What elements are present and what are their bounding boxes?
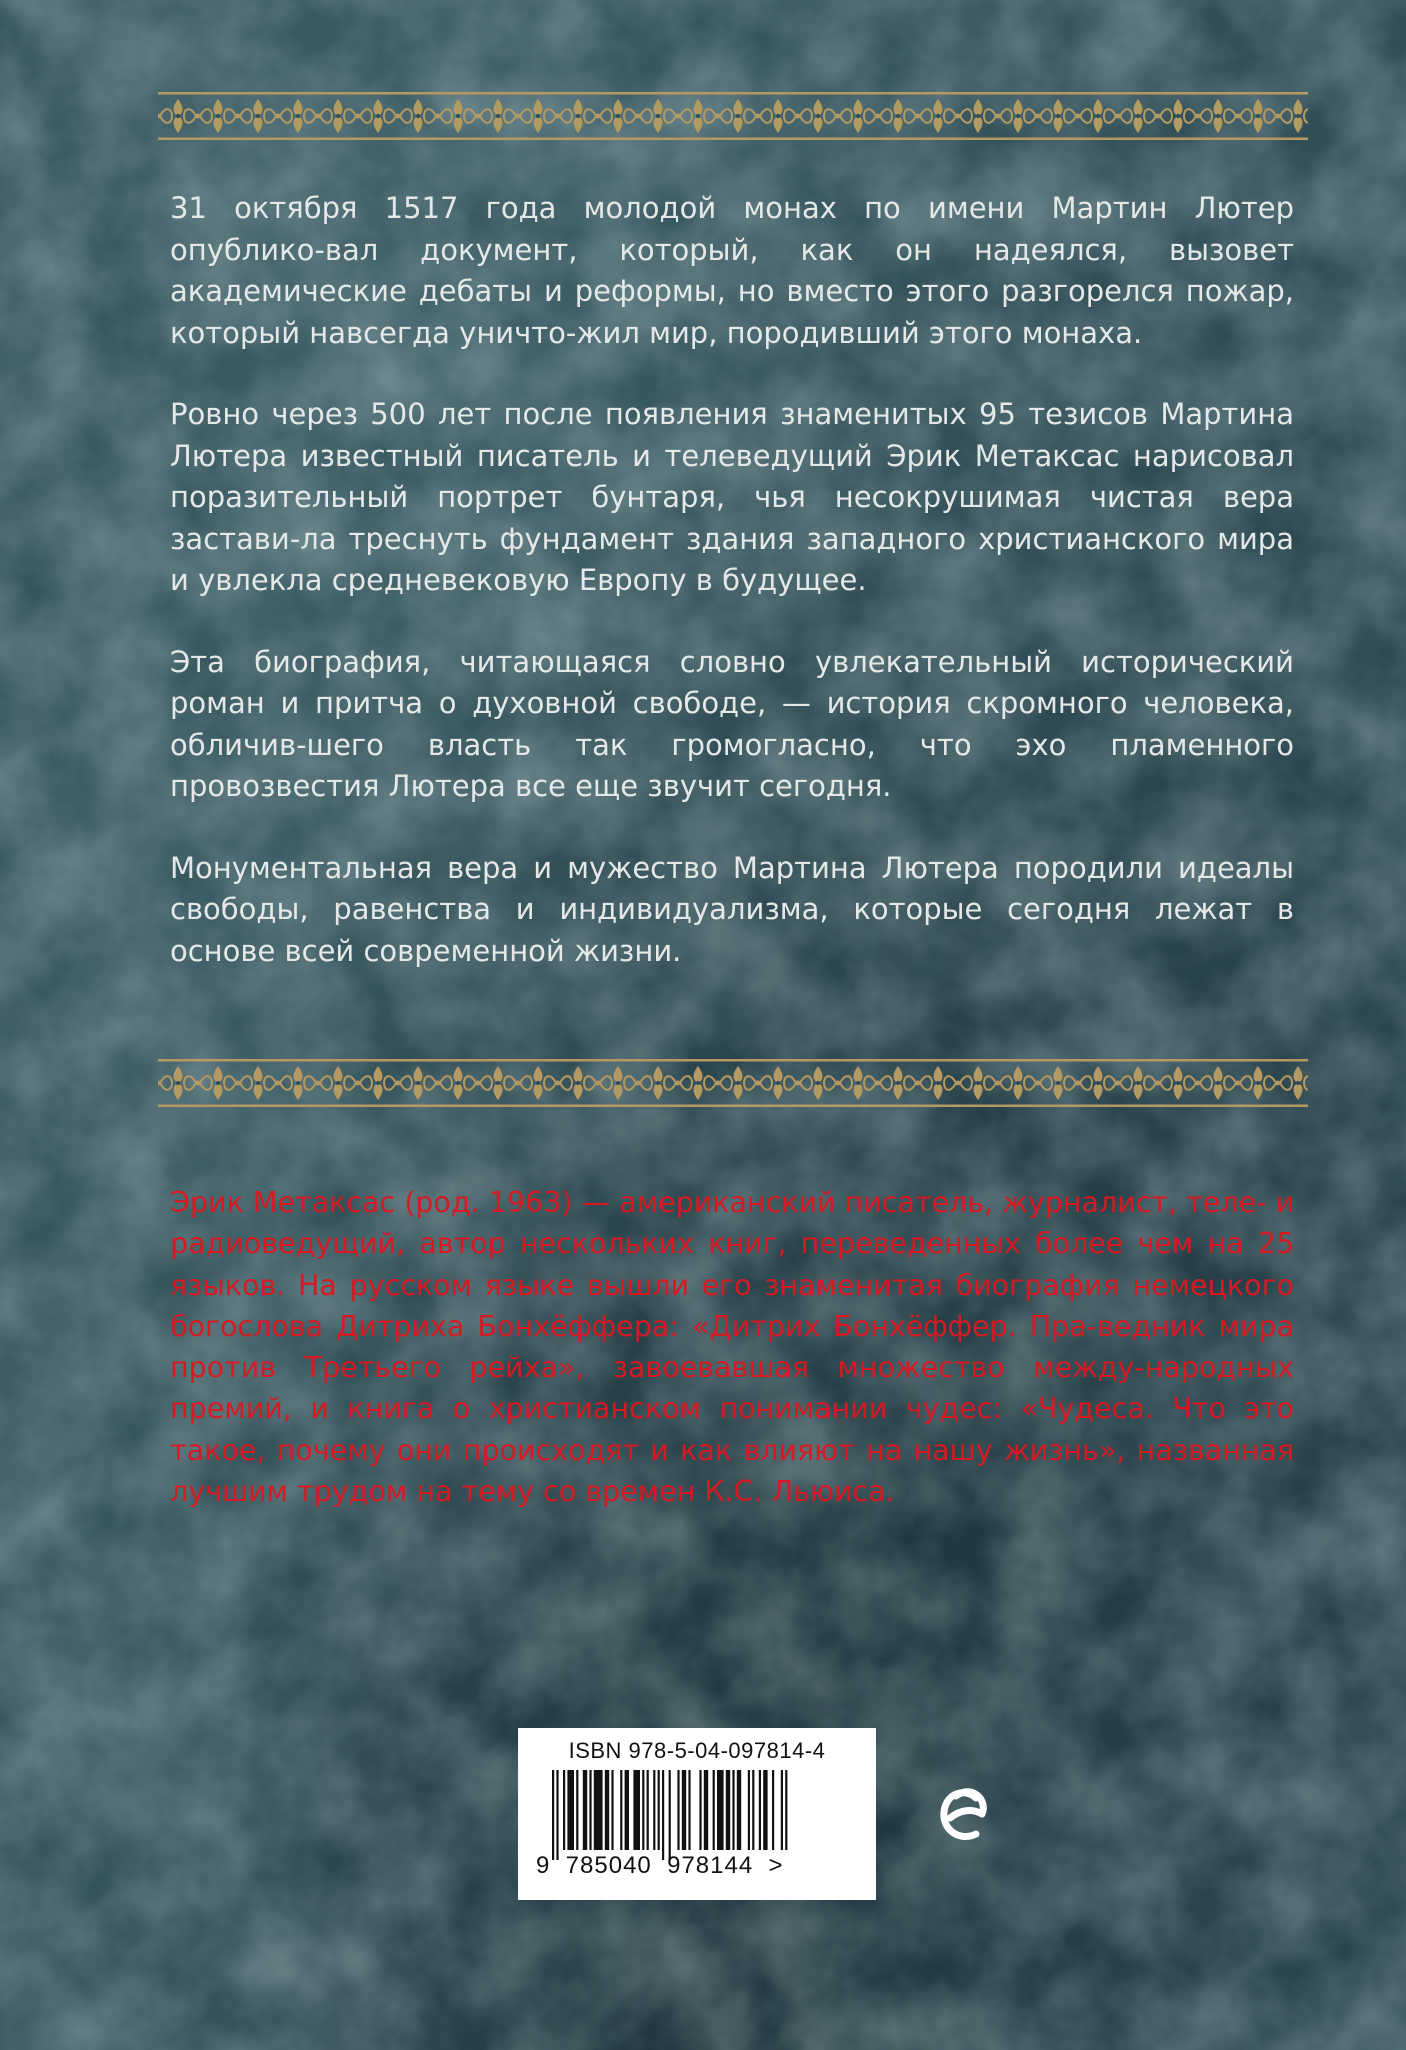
barcode-panel [518,1728,876,1900]
publisher-logo-icon [936,1784,990,1850]
blurb-paragraph: Эта биография, читающаяся словно увлекательный исторический роман и притча о духовной свободе, — история скромного человека, обличив-шего власть так громогласно, что эхо пламенного провозвестия Лютера все еще звучит сегодня. [170,644,1294,803]
isbn-number: ISBN 978-5-04-097814-4 [568,1738,826,1763]
ornamental-border-middle [158,1058,1308,1108]
ornamental-border-top [158,91,1308,141]
blurb-paragraph: Монументальная вера и мужество Мартина Лютера породили идеалы свободы, равенства и индивидуализма, которые сегодня лежат в основе всей современной жизни. [170,850,1294,968]
author-bio: Эрик Метаксас (род. 1963) — американский писатель, журналист, теле- и радиоведущий, автор нескольких книг, переведенных более чем на 25 языков. На русском языке вышли его знаменитая биография немецкого богослова Дитриха Бонхёффера: «Дитрих Бонхёффер. Пра-ведник мира против Третьего рейха», завоевавшая множество между-народных премий, и книга о христианском понимании чудес: «Чудеса. Что это такое, почему они происходят и как влияют на нашу жизнь», названная лучшим трудом на тему со времен К.С. Льюиса. [170,1186,1294,1509]
blurb-text [170,188,1294,1012]
blurb-paragraph: Ровно через 500 лет после появления знаменитых 95 тезисов Мартина Лютера известный писатель и телеведущий Эрик Метаксас нарисовал поразительный портрет бунтаря, чья несокрушимая чистая вера застави-ла треснуть фундамент здания западного христианского мира и увлекла средневековую Европу в будущее. [170,397,1294,597]
barcode-digits: 9 785040 978144 > [536,1852,784,1879]
blurb-paragraph: 31 октября 1517 года молодой монах по имени Мартин Лютер опублико-вал документ, который, как он надеялся, вызовет академические дебаты и реформы, но вместо этого разгорелся пожар, который навсегда уничто-жил мир, породивший этого монаха. [170,191,1294,350]
